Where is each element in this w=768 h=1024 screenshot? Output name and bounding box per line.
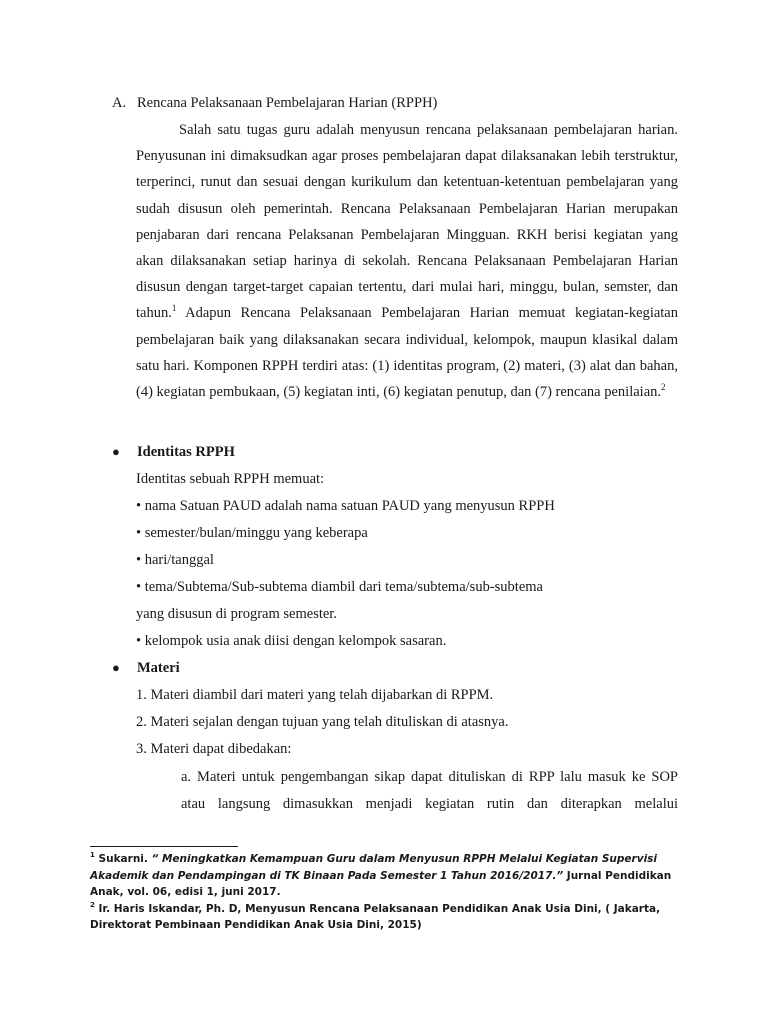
- footnote-1-title: “ Meningkatkan Kemampuan Guru dalam Menyusun RPPH Melalui Kegiatan Supervisi Akademik dan Pendampingan di TK Binaan Pada Semester 1 Tahun 2016/2017.”: [90, 853, 658, 882]
- footnote-1-source: Jurnal Pendidikan Anak, vol. 06, edisi 1, juni 2017.: [90, 869, 672, 898]
- identitas-heading: [112, 441, 235, 463]
- materi-item: 1. Materi diambil dari materi yang telah dijabarkan di RPPM.: [136, 687, 494, 703]
- materi-sub-item-a-continued: atau langsung dimasukkan menjadi kegiatan rutin dan diterapkan melalui: [181, 796, 678, 812]
- identitas-item-continued: yang disusun di program semester.: [136, 606, 337, 622]
- identitas-item: • hari/tanggal: [136, 552, 214, 568]
- materi-heading-text: Materi: [137, 660, 180, 676]
- footnote-1-author: Sukarni.: [94, 853, 152, 865]
- footnote-2-number: 2: [90, 900, 95, 909]
- footnote-separator: [90, 846, 238, 847]
- materi-item: 3. Materi dapat dibedakan:: [136, 741, 292, 757]
- identitas-item: • nama Satuan PAUD adalah nama satuan PAUD yang menyusun RPPH: [136, 498, 555, 514]
- footnote-2-text: Ir. Haris Iskandar, Ph. D, Menyusun Rencana Pelaksanaan Pendidikan Anak Usia Dini, ( Jakarta, Direktorat Pembinaan Pendidikan Anak Usia Dini, 2015): [90, 902, 661, 931]
- bullet-icon: ●: [112, 444, 120, 459]
- section-title: Rencana Pelaksanaan Pembelajaran Harian (RPPH): [137, 95, 438, 111]
- identitas-item: • kelompok usia anak diisi dengan kelompok sasaran.: [136, 633, 447, 649]
- identitas-item: • tema/Subtema/Sub-subtema diambil dari tema/subtema/sub-subtema: [136, 579, 543, 595]
- materi-item: 2. Materi sejalan dengan tujuan yang telah dituliskan di atasnya.: [136, 714, 509, 730]
- section-a-heading: [112, 92, 437, 114]
- footnote-1: [90, 851, 680, 901]
- footnote-ref-2[interactable]: 2: [661, 382, 666, 393]
- section-number: A.: [112, 95, 127, 111]
- section-a-paragraph: [136, 117, 678, 405]
- footnote-2: [90, 901, 680, 934]
- identitas-heading-text: Identitas RPPH: [137, 444, 235, 460]
- footnotes: [90, 851, 680, 934]
- materi-sub-item-a: a. Materi untuk pengembangan sikap dapat dituliskan di RPP lalu masuk ke SOP: [181, 769, 678, 785]
- identitas-item: • semester/bulan/minggu yang keberapa: [136, 525, 368, 541]
- paragraph-text-part2: Adapun Rencana Pelaksanaan Pembelajaran Harian memuat kegiatan-kegiatan pembelajaran baik yang dilaksanakan secara individual, kelompok, maupun klasikal dalam satu hari. Komponen RPPH terdiri atas: (1) identitas program, (2) materi, (3) alat dan bahan, (4) kegiatan pembukaan, (5) kegiatan inti, (6) kegiatan penutup, dan (7) rencana penilaian.: [136, 305, 678, 401]
- footnote-1-number: 1: [90, 851, 95, 859]
- materi-heading: [112, 657, 180, 679]
- bullet-icon: ●: [112, 660, 120, 675]
- footnote-ref-1[interactable]: 1: [171, 303, 177, 314]
- identitas-intro: Identitas sebuah RPPH memuat:: [136, 471, 325, 487]
- paragraph-text-part1: Salah satu tugas guru adalah menyusun rencana pelaksanaan pembelajaran harian. Penyusunan ini dimaksudkan agar proses pembelajaran dapat dilaksanakan lebih terstruktur, terperinci, runut dan sesuai dengan kurikulum dan ketentuan-ketentuan pembelajaran yang sudah disusun oleh pemerintah. Rencana Pelaksanaan Pembelajaran Harian merupakan penjabaran dari rencana Pelaksanan Pembelajaran Mingguan. RKH berisi kegiatan yang akan dilaksanakan setiap harinya di sekolah. Rencana Pelaksanaan Pembelajaran Harian disusun dengan target-target capaian tertentu, dari mulai hari, minggu, bulan, semster, dan tahun.: [136, 122, 678, 322]
